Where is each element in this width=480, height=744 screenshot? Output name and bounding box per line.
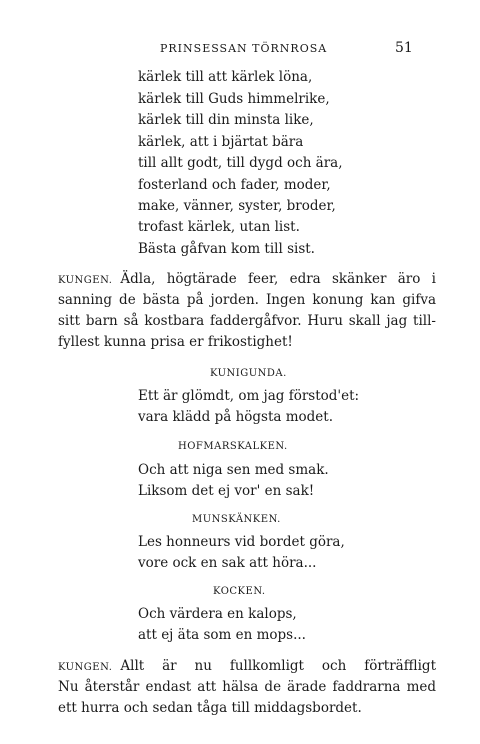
verse-line: make, vänner, syster, broder,: [138, 198, 336, 214]
verse-line: Bästa gåfvan kom till sist.: [138, 241, 315, 257]
verse-line: trofast kärlek, utan list.: [138, 219, 300, 235]
character-heading: KOCKEN.: [213, 586, 266, 597]
prose-line: sanning de bästa på jorden. Ingen konung kan gifva: [58, 292, 436, 308]
prose-line: sitt barn så kostbara faddergåfvor. Huru skall jag till-: [58, 313, 436, 329]
verse-line: Och att niga sen med smak.: [138, 462, 329, 478]
verse-line: kärlek, att i bjärtat bära: [138, 134, 304, 150]
running-header: PRINSESSAN TÖRNROSA: [160, 42, 328, 55]
verse-line: fosterland och fader, moder,: [138, 177, 331, 193]
character-heading: KUNIGUNDA.: [210, 368, 287, 379]
prose-line: Nu återstår endast att hälsa de ärade faddrarna med: [58, 679, 436, 695]
verse-line: kärlek till din minsta like,: [138, 112, 314, 128]
verse-line: Les honneurs vid bordet göra,: [138, 534, 345, 550]
speaker-name: KUNGEN.: [58, 275, 113, 286]
verse-line: Och värdera en kalops,: [138, 606, 297, 622]
prose-line: fyllest kunna prisa er frikostighet!: [58, 334, 293, 350]
verse-line: vara klädd på högsta modet.: [138, 409, 334, 425]
verse-line: vore ock en sak att höra...: [138, 555, 317, 571]
verse-line: kärlek till att kärlek löna,: [138, 69, 313, 85]
character-heading: MUNSKÄNKEN.: [192, 514, 281, 525]
page-number: 51: [395, 40, 413, 56]
prose-line: KUNGEN. Allt är nu fullkomligt och förträffligt: [58, 658, 436, 674]
verse-line: Liksom det ej vor' en sak!: [138, 483, 315, 499]
verse-line: att ej äta som en mops...: [138, 627, 306, 643]
prose-line: ett hurra och sedan tåga till middagsbordet.: [58, 700, 362, 716]
verse-line: kärlek till Guds himmelrike,: [138, 91, 330, 107]
speaker-name: KUNGEN.: [58, 662, 113, 673]
prose-line: KUNGEN. Ädla, högtärade feer, edra skänker äro i: [58, 271, 436, 287]
verse-line: Ett är glömdt, om jag förstod'et:: [138, 388, 360, 404]
character-heading: HOFMARSKALKEN.: [178, 441, 288, 452]
verse-line: till allt godt, till dygd och ära,: [138, 155, 343, 171]
